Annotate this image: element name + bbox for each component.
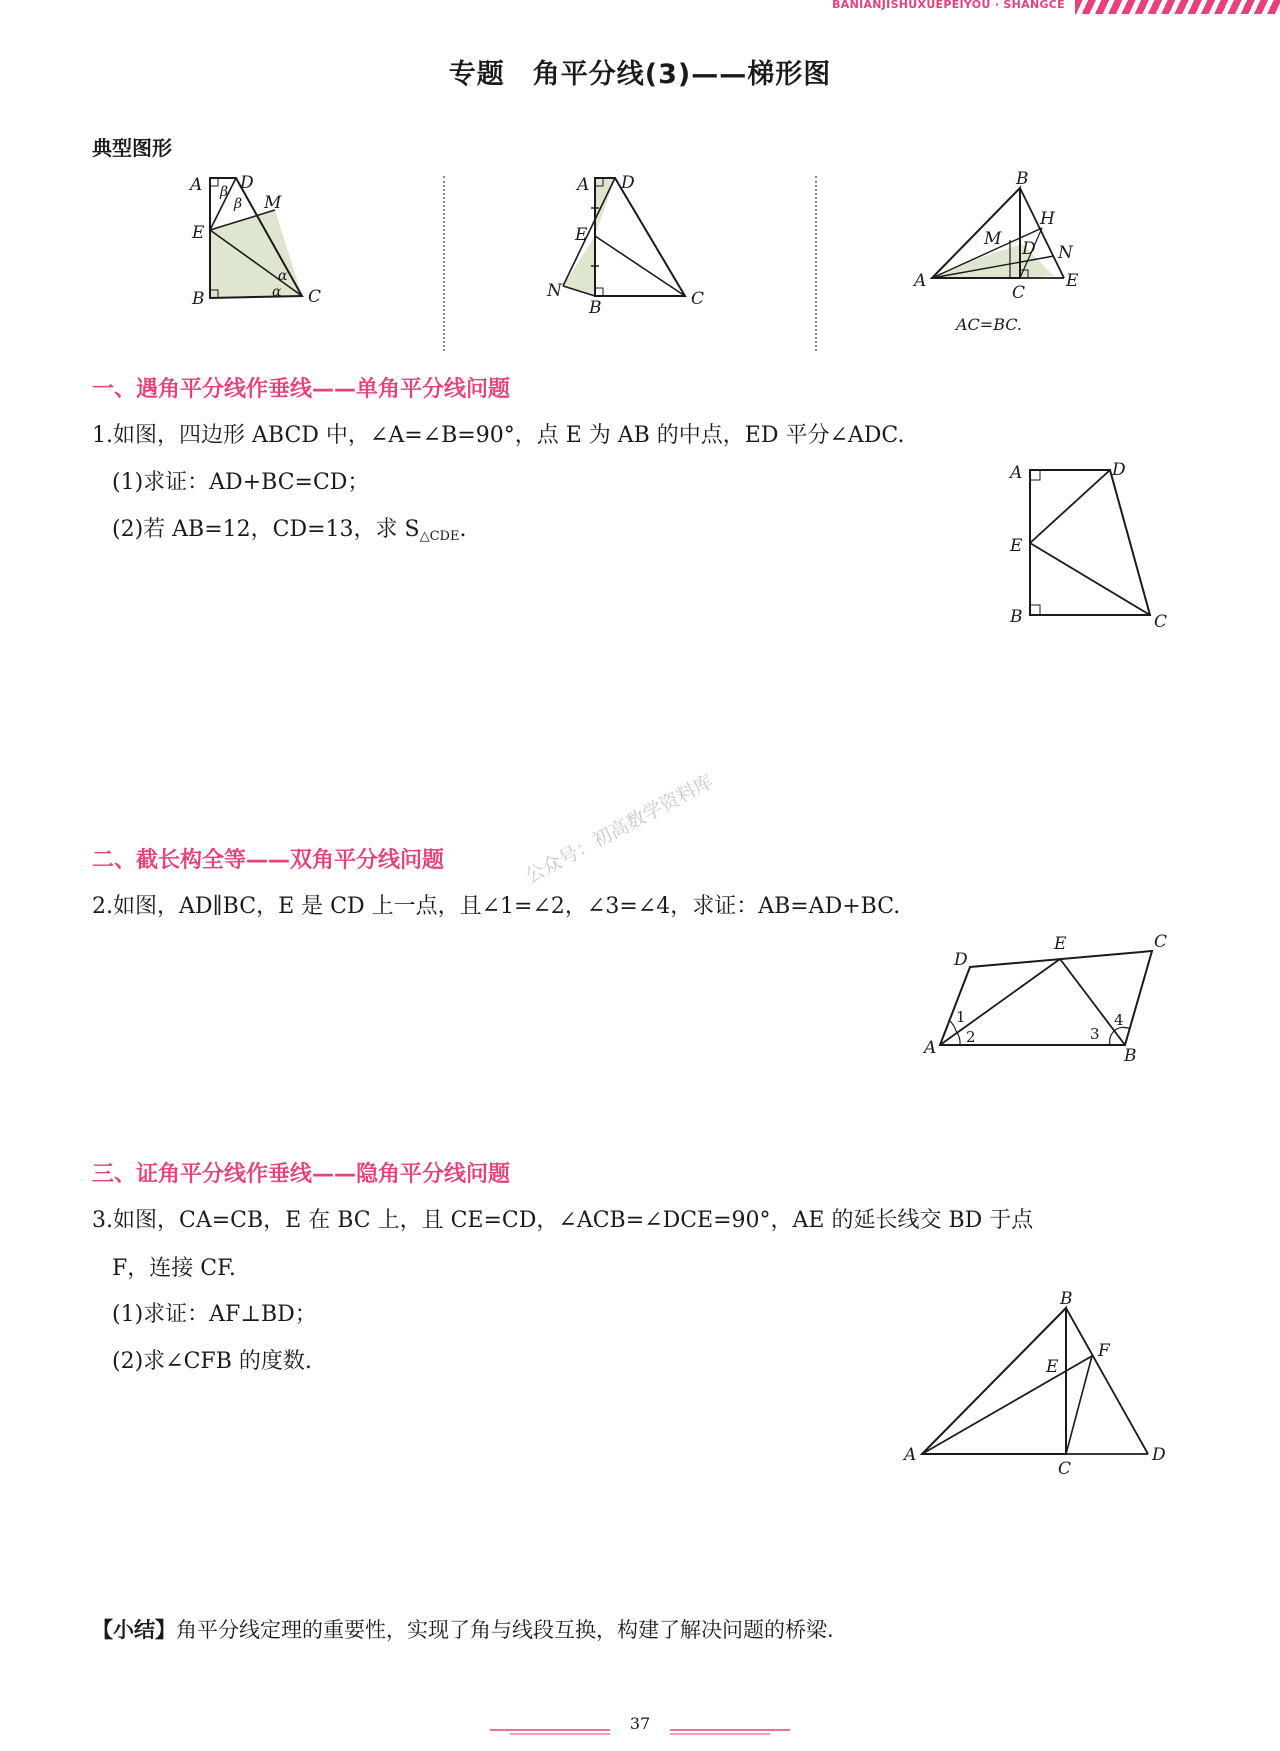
page-title: 专题 角平分线(3)——梯形图 (448, 59, 832, 90)
section-3-title: 三、证角平分线作垂线——隐角平分线问题 (92, 1162, 511, 1187)
fig1-label-d: D (240, 173, 254, 193)
fig1-label-c: C (308, 287, 322, 307)
page-number: 37 (629, 1714, 651, 1733)
fig3-label-e: E (1066, 271, 1079, 291)
problem-3-figure (900, 1290, 1180, 1480)
fig1-label-a: A (190, 175, 203, 195)
fig3-label-m: M (984, 229, 1002, 249)
p3-label-c: C (1058, 1459, 1072, 1479)
p1-label-b: B (1010, 607, 1023, 627)
p3-label-b: B (1060, 1290, 1073, 1309)
problem-2-stem: 2.如图，AD∥BC，E 是 CD 上一点，且∠1=∠2，∠3=∠4，求证：AB=AD+BC. (92, 894, 901, 919)
problem-3-stem-line-2: F，连接 CF. (112, 1256, 236, 1281)
fig3-label-n: N (1058, 243, 1073, 263)
problem-1-figure (1000, 455, 1180, 635)
problem-3-part-1: (1)求证：AF⊥BD； (112, 1302, 317, 1327)
fig2-label-d: D (621, 173, 635, 193)
fig2-label-n: N (547, 281, 562, 301)
fig3-caption: AC=BC. (956, 315, 1023, 333)
summary-text: 角平分线定理的重要性，实现了角与线段互换，构建了解决问题的桥梁. (176, 1618, 834, 1642)
p3-label-d: D (1152, 1445, 1166, 1465)
p2-angle-2: 2 (966, 1028, 976, 1046)
fig1-angle-alpha-1: α (278, 268, 288, 284)
fig2-label-c: C (691, 289, 705, 309)
fig1-angle-beta-1: β (220, 184, 229, 200)
fig1-angle-alpha-2: α (272, 284, 282, 300)
fig1-label-m: M (264, 193, 282, 213)
fig2-label-b: B (589, 298, 602, 313)
section-1-title: 一、遇角平分线作垂线——单角平分线问题 (92, 377, 511, 402)
p3-label-e: E (1046, 1357, 1059, 1377)
p1-label-d: D (1112, 460, 1126, 480)
typical-figure-1 (180, 168, 340, 308)
problem-1-part-2 (112, 512, 466, 544)
fig1-label-e: E (192, 223, 205, 243)
p2-label-c: C (1154, 932, 1168, 952)
problem-1-stem: 1.如图，四边形 ABCD 中，∠A=∠B=90°，点 E 为 AB 的中点，ED 平分∠ADC. (92, 423, 905, 448)
watermark: 公众号：初高数学资料库 (521, 770, 717, 888)
header-band (0, 0, 1280, 14)
problem-1-part-2-subscript: △CDE (419, 529, 460, 544)
p2-angle-3: 3 (1090, 1025, 1100, 1043)
problem-1-part-2-end: . (459, 517, 467, 542)
p2-label-e: E (1054, 934, 1067, 954)
p1-label-e: E (1010, 536, 1023, 556)
fig2-label-a: A (577, 175, 590, 195)
fig2-label-e: E (575, 225, 588, 245)
figure-separator-1 (443, 176, 445, 351)
fig1-label-b: B (192, 289, 205, 308)
p2-label-a: A (924, 1038, 937, 1058)
fig1-angle-beta-2: β (234, 196, 243, 212)
problem-3-stem-line-1: 3.如图，CA=CB，E 在 BC 上，且 CE=CD，∠ACB=∠DCE=90°，AE 的延长线交 BD 于点 (92, 1208, 1034, 1233)
fig3-label-b: B (1016, 169, 1029, 189)
p1-label-a: A (1010, 463, 1023, 483)
section-2-title: 二、截长构全等——双角平分线问题 (92, 848, 445, 873)
header-stripes (1075, 0, 1280, 14)
fig3-label-h: H (1040, 209, 1055, 229)
summary-tag: 【小结】 (92, 1618, 176, 1642)
p2-angle-1: 1 (956, 1008, 966, 1026)
p2-angle-4: 4 (1114, 1011, 1124, 1029)
typical-figures-label: 典型图形 (92, 136, 172, 160)
typical-figure-2 (545, 168, 720, 313)
fig3-label-c: C (1012, 283, 1026, 303)
problem-3-part-2: (2)求∠CFB 的度数. (112, 1349, 312, 1374)
p3-label-a: A (904, 1445, 917, 1465)
typical-figure-3 (912, 168, 1092, 333)
problem-1-part-1: (1)求证：AD+BC=CD； (112, 470, 370, 495)
summary (92, 1614, 834, 1644)
problem-2-figure (920, 925, 1180, 1065)
p2-label-d: D (954, 950, 968, 970)
problem-1-part-2-text: (2)若 AB=12，CD=13，求 S (112, 517, 420, 542)
p1-label-c: C (1154, 612, 1168, 632)
fig3-label-d: D (1022, 239, 1036, 259)
p3-label-f: F (1098, 1341, 1110, 1361)
fig3-label-a: A (914, 271, 927, 291)
header-brand: BANIANJISHUXUEPEIYOU · SHANGCE (832, 0, 1065, 11)
figure-separator-2 (815, 176, 817, 351)
p2-label-b: B (1124, 1046, 1137, 1065)
